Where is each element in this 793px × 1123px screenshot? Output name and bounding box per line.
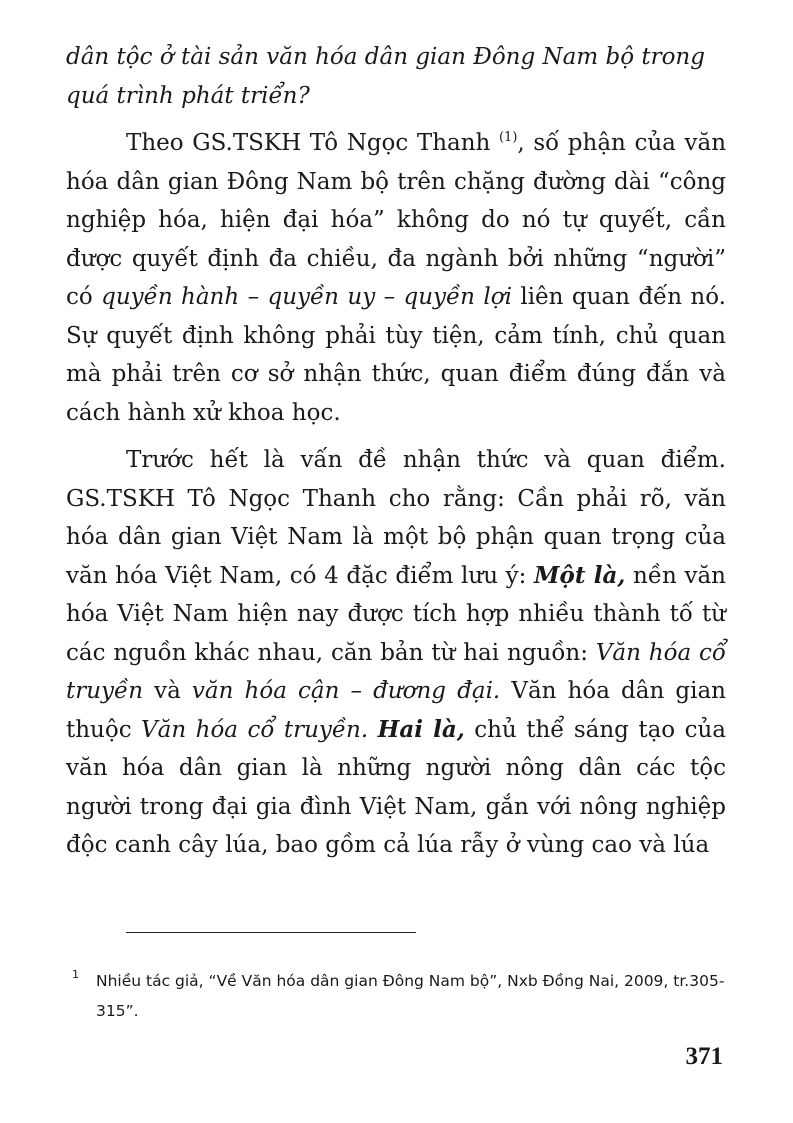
- p1-text-1: Theo GS.TSKH Tô Ngọc Thanh: [126, 130, 499, 156]
- p1-emphasis: quyền hành – quyền uy – quyền lợi: [101, 284, 512, 310]
- page-body: [66, 38, 726, 865]
- p2-text-4: Văn hóa dân gian thuộc: [66, 678, 726, 743]
- p2-point-one: Một là,: [534, 561, 626, 589]
- p2-emphasis-2: văn hóa cận – đương đại.: [191, 678, 501, 704]
- p2-emphasis-1: Văn hóa cổ truyền: [66, 639, 726, 704]
- p2-text-3: và: [143, 678, 192, 704]
- p2-emphasis-3: Văn hóa cổ truyền.: [141, 716, 369, 743]
- paragraph-2: [66, 441, 726, 865]
- footnote-text: Nhiều tác giả, “Về Văn hóa dân gian Đông Nam bộ”, Nxb Đồng Nai, 2009, tr.305-315”.: [96, 972, 725, 1020]
- footnote: [72, 966, 727, 1026]
- p1-text-2: , số phận của văn hóa dân gian Đông Nam bộ trên chặng đường dài “công nghiệp hóa, hiện đại hóa” không do nó tự quyết, cần được quyết định đa chiều, đa ngành bởi những “người” có: [66, 130, 727, 310]
- p2-text-6: chủ thể sáng tạo của văn hóa dân gian là những người nông dân các tộc người trong đại gia đình Việt Nam, gắn với nông nghiệp độc canh cây lúa, bao gồm cả lúa rẫy ở vùng cao và lúa: [66, 716, 727, 858]
- footnote-mark: 1: [72, 968, 79, 981]
- p2-point-two: Hai là,: [377, 715, 465, 743]
- p1-text-3: liên quan đến nó. Sự quyết định không phải tùy tiện, cảm tính, chủ quan mà phải trên cơ sở nhận thức, quan điểm đúng đắn và cách hành xử khoa học.: [66, 284, 726, 426]
- footnote-reference[interactable]: (1): [498, 130, 518, 145]
- paragraph-1: [66, 124, 726, 432]
- footnote-divider: [126, 932, 416, 933]
- page-number: 371: [685, 1043, 723, 1070]
- p2-text-2: nền văn hóa Việt Nam hiện nay được tích hợp nhiều thành tố từ các nguồn khác nhau, căn bản từ hai nguồn:: [66, 562, 726, 666]
- p2-text-1: Trước hết là vấn đề nhận thức và quan điểm. GS.TSKH Tô Ngọc Thanh cho rằng: Cần phải rõ, văn hóa dân gian Việt Nam là một bộ phận quan trọng của văn hóa Việt Nam, có 4 đặc điểm lưu ý:: [66, 447, 726, 589]
- lead-text: dân tộc ở tài sản văn hóa dân gian Đông Nam bộ trong quá trình phát triển?: [66, 44, 705, 109]
- p2-text-5: [368, 717, 377, 743]
